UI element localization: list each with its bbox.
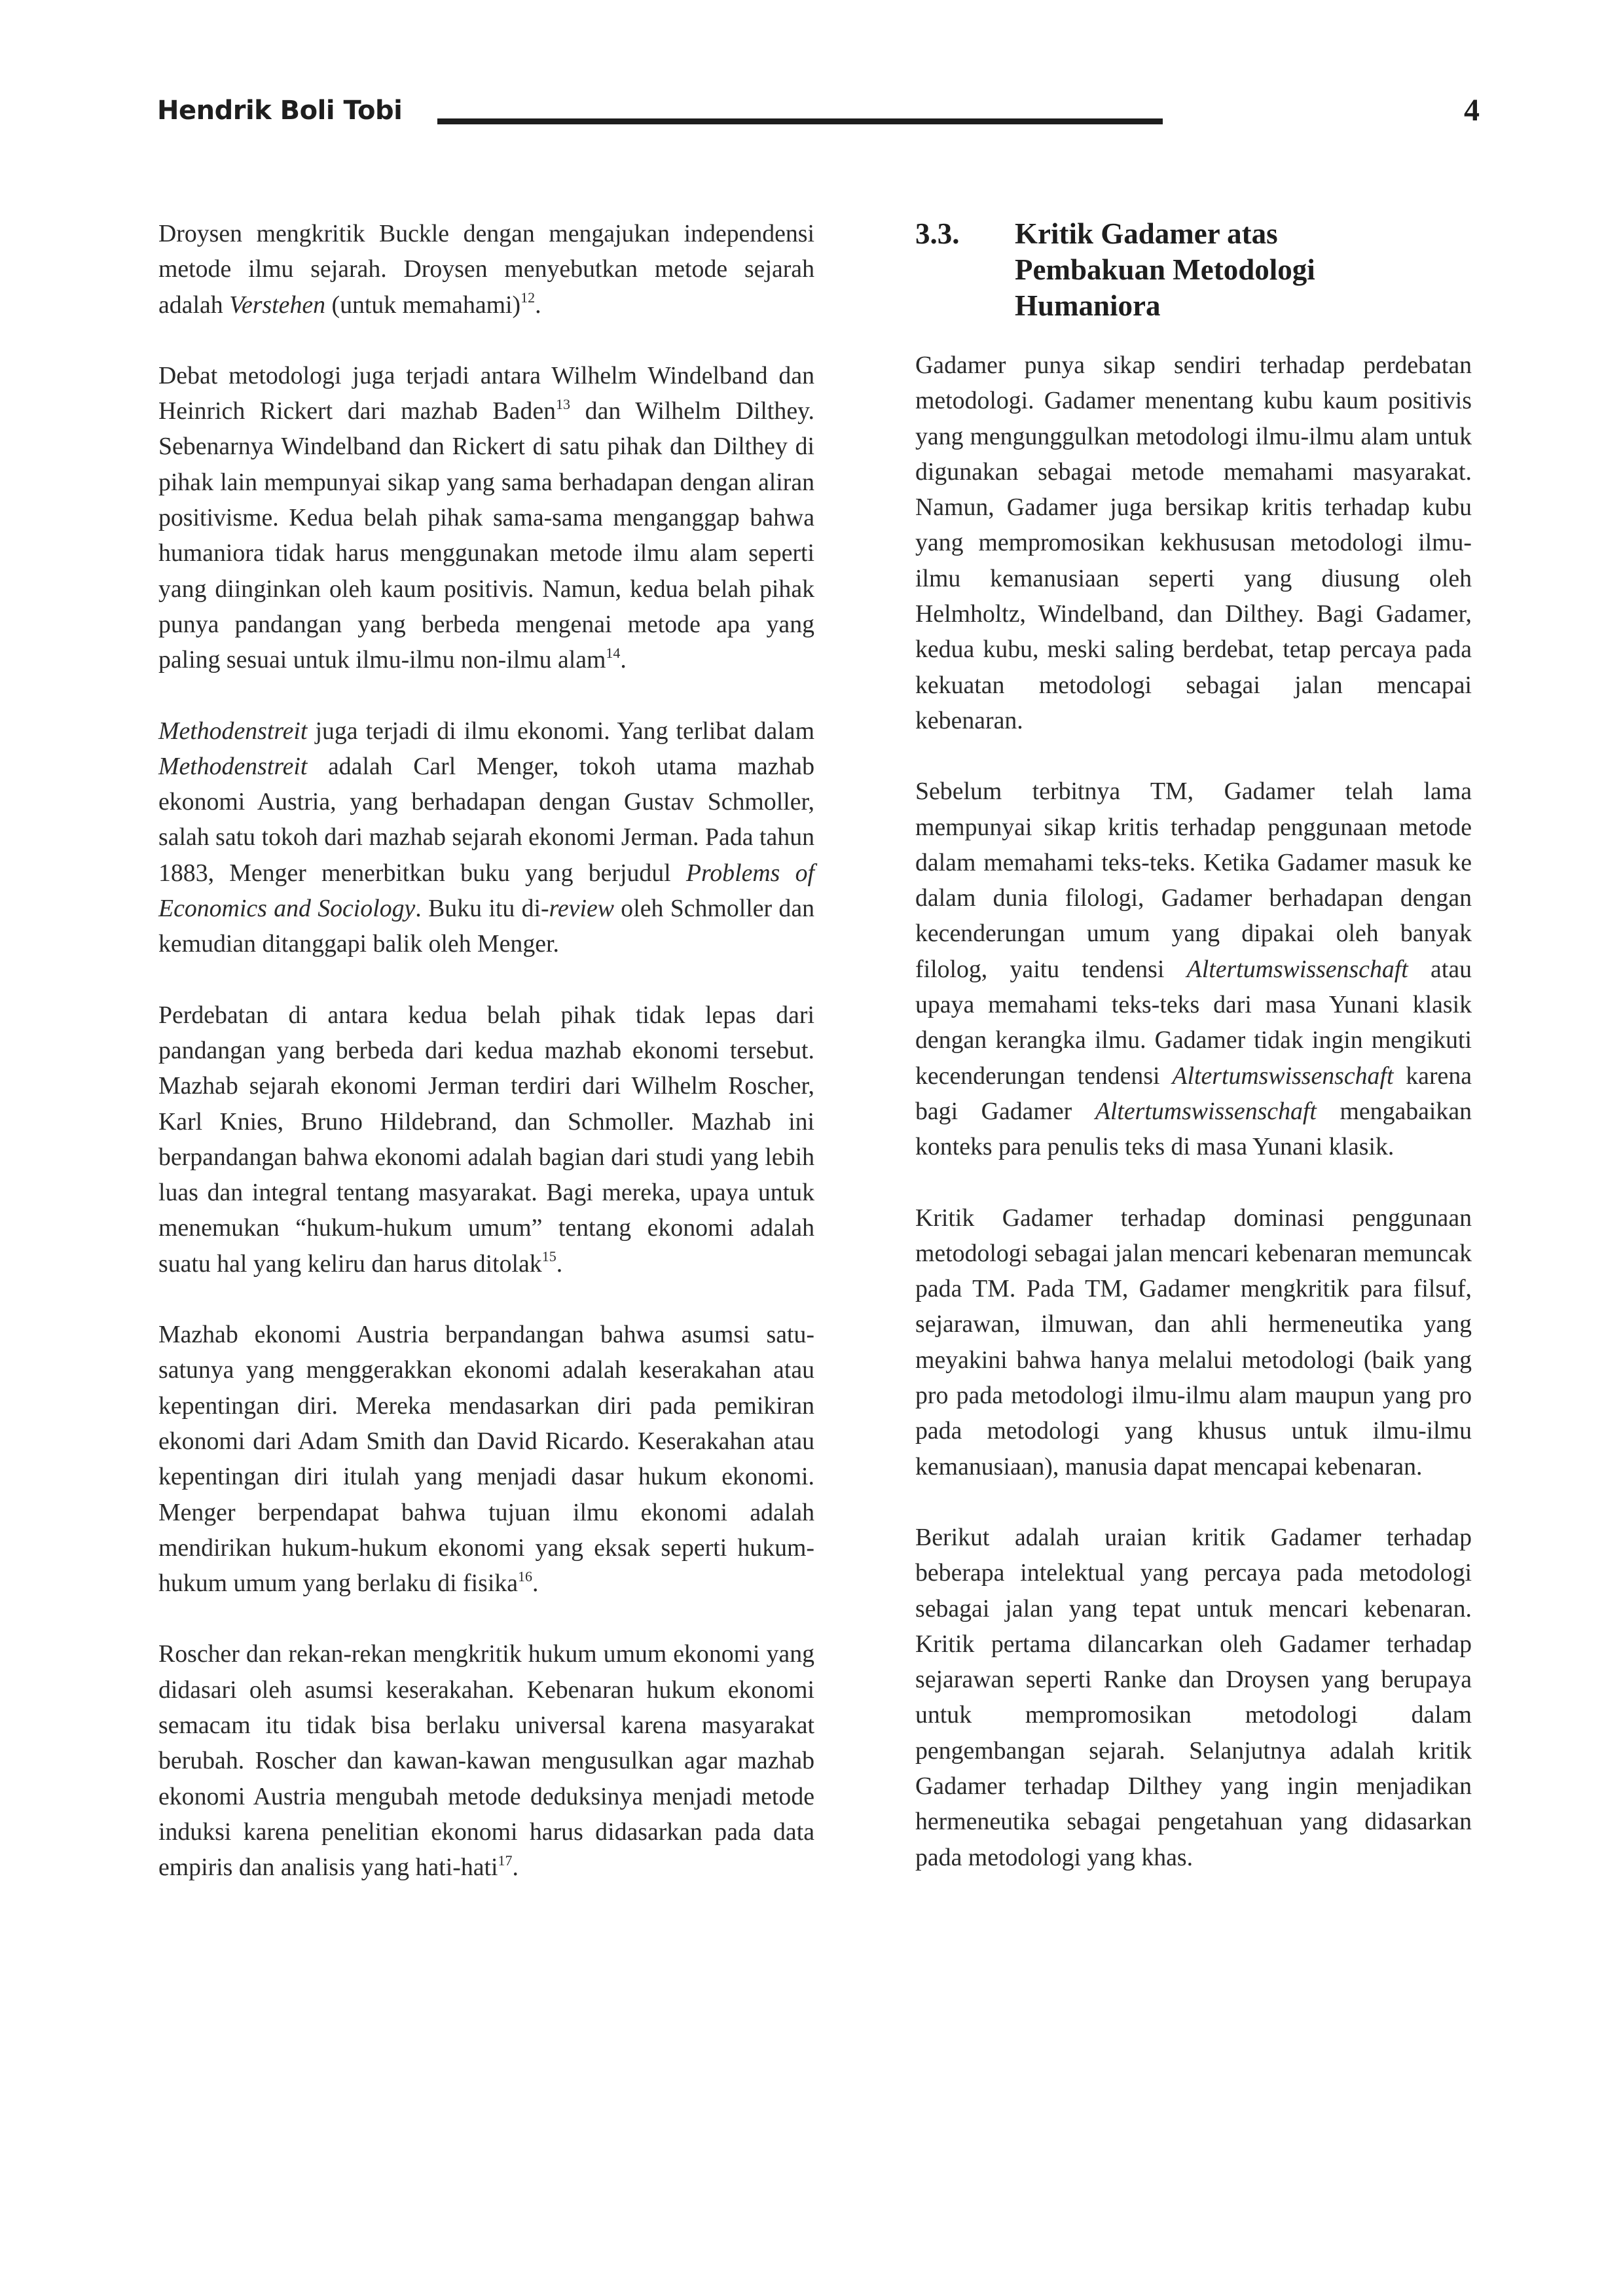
term-italic: Methodenstreit [158, 752, 308, 780]
footnote-ref[interactable]: 12 [520, 289, 536, 306]
term-italic: Altertumswissenschaft [1172, 1062, 1394, 1090]
left-column [158, 216, 814, 1920]
section-heading [915, 216, 1472, 324]
paragraph: Roscher dan rekan-rekan mengkritik hukum umum ekonomi yang didasari oleh asumsi keserakahan. Kebenaran hukum ekonomi semacam itu tidak bisa berlaku universal karena masyarakat berubah. Roscher dan kawan-kawan mengusulkan agar mazhab ekonomi Austria mengubah metode deduksinya menjadi metode induksi karena penelitian ekonomi harus didasarkan pada data empiris dan analisis yang hati-hati$^{17}$. [158, 1640, 814, 1882]
page-number: 4 [1464, 93, 1480, 128]
paragraph: Mazhab ekonomi Austria berpandangan bahwa asumsi satu-satunya yang menggerakkan ekonomi adalah keserakahan atau kepentingan diri. Mereka mendasarkan diri pada pemikiran ekonomi dari Adam Smith dan David Ricardo. Keserakahan atau kepentingan diri itulah yang menjadi dasar hukum ekonomi. Menger berpendapat bahwa tujuan ilmu ekonomi adalah mendirikan hukum-hukum ekonomi yang eksak seperti hukum-hukum umum yang berlaku di fisika$^{16}$. [158, 1321, 814, 1598]
footnote-ref[interactable]: 14 [606, 644, 621, 661]
term-italic: Altertumswissenschaft [1186, 955, 1408, 983]
footnote-ref[interactable]: 17 [498, 1852, 513, 1869]
footnote-ref[interactable]: 13 [556, 395, 570, 412]
section-title: Kritik Gadamer atas Pembakuan Metodologi Humaniora [1015, 217, 1315, 322]
book-title: Problems of Economics and Sociology [158, 859, 814, 923]
header-author: Hendrik Boli Tobi [157, 96, 403, 126]
paragraph: Debat metodologi juga terjadi antara Wilhelm Windelband dan Heinrich Rickert dari mazhab Baden$^{13}$ dan Wilhelm Dilthey. Sebenarnya Windelband dan Rickert di satu pihak dan Dilthey di pihak lain mempunyai sikap yang sama berhadapan dengan aliran positivisme. Kedua belah pihak sama-sama menganggap bahwa humaniora tidak harus menggunakan metode ilmu alam seperti yang diinginkan oleh kaum positivis. Namun, kedua belah pihak punya pandangan yang berbeda mengenai metode apa yang paling sesuai untuk ilmu-ilmu non-ilmu alam$^{14}$. [158, 361, 814, 674]
right-column [915, 216, 1472, 1910]
paragraph: Methodenstreit juga terjadi di ilmu ekonomi. Yang terlibat dalam Methodenstreit adalah Carl Menger, tokoh utama mazhab ekonomi Austria, yang berhadapan dengan Gustav Schmoller, salah satu tokoh dari mazhab sejarah ekonomi Jerman. Pada tahun 1883, Menger menerbitkan buku yang berjudul Problems of Economics and Sociology. Buku itu di-review oleh Schmoller dan kemudian ditanggapi balik oleh Menger. [158, 717, 815, 958]
term-italic: review [549, 895, 614, 923]
term-italic: Altertumswissenschaft [1095, 1097, 1317, 1125]
paragraph: Sebelum terbitnya TM, Gadamer telah lama mempunyai sikap kritis terhadap penggunaan metode dalam memahami teks-teks. Ketika Gadamer masuk ke dalam dunia filologi, Gadamer berhadapan dengan kecenderungan umum yang dipakai oleh banyak filolog, yaitu tendensi Altertumswissenschaft atau upaya memahami teks-teks dari masa Yunani klasik dengan kerangka ilmu. Gadamer tidak ingin mengikuti kecenderungan tendensi Altertumswissenschaft karena bagi Gadamer Altertumswissenschaft mengabaikan konteks para penulis teks di masa Yunani klasik. [915, 778, 1472, 1161]
paragraph: Gadamer punya sikap sendiri terhadap perdebatan metodologi. Gadamer menentang kubu kaum positivis yang mengunggulkan metodologi ilmu-ilmu alam untuk digunakan sebagai metode memahami masyarakat. Namun, Gadamer juga bersikap kritis terhadap kubu yang mempromosikan kekhususan metodologi ilmu-ilmu kemanusiaan seperti yang diusung oleh Helmholtz, Windelband, dan Dilthey. Bagi Gadamer, kedua kubu, meski saling berdebat, tetap percaya pada kekuatan metodologi sebagai jalan mencapai kebenaran. [915, 351, 1472, 734]
header-rule [437, 118, 1163, 124]
paragraph: Droysen mengkritik Buckle dengan mengajukan independensi metode ilmu sejarah. Droysen menyebutkan metode sejarah adalah Verstehen (untuk memahami)$^{12}$. [158, 220, 814, 319]
footnote-ref[interactable]: 16 [518, 1568, 533, 1585]
paragraph: Kritik Gadamer terhadap dominasi penggunaan metodologi sebagai jalan mencari kebenaran memuncak pada TM. Pada TM, Gadamer mengkritik para filsuf, sejarawan, ilmuwan, dan ahli hermeneutika yang meyakini bahwa hanya melalui metodologi (baik yang pro pada metodologi ilmu-ilmu alam maupun yang pro pada metodologi yang khusus untuk ilmu-ilmu kemanusiaan), manusia dapat mencapai kebenaran. [915, 1204, 1472, 1480]
paragraph: Perdebatan di antara kedua belah pihak tidak lepas dari pandangan yang berbeda dari kedua mazhab ekonomi tersebut. Mazhab sejarah ekonomi Jerman terdiri dari Wilhelm Roscher, Karl Knies, Bruno Hildebrand, dan Schmoller. Mazhab ini berpandangan bahwa ekonomi adalah bagian dari studi yang lebih luas dan integral tentang masyarakat. Bagi mereka, upaya untuk menemukan “hukum-hukum umum” tentang ekonomi adalah suatu hal yang keliru dan harus ditolak$^{15}$. [158, 1001, 814, 1278]
section-number: 3.3. [915, 217, 960, 250]
footnote-ref[interactable]: 15 [541, 1248, 556, 1265]
paragraph: Berikut adalah uraian kritik Gadamer terhadap beberapa intelektual yang percaya pada metodologi sebagai jalan yang tepat untuk mencari kebenaran. Kritik pertama dilancarkan oleh Gadamer terhadap sejarawan seperti Ranke dan Droysen yang berupaya untuk mempromosikan metodologi dalam pengembangan sejarah. Selanjutnya adalah kritik Gadamer terhadap Dilthey yang ingin menjadikan hermeneutika sebagai pengetahuan yang didasarkan pada metodologi yang khas. [915, 1523, 1472, 1871]
term-italic: Methodenstreit [158, 717, 308, 745]
term-italic: Verstehen [229, 291, 326, 319]
